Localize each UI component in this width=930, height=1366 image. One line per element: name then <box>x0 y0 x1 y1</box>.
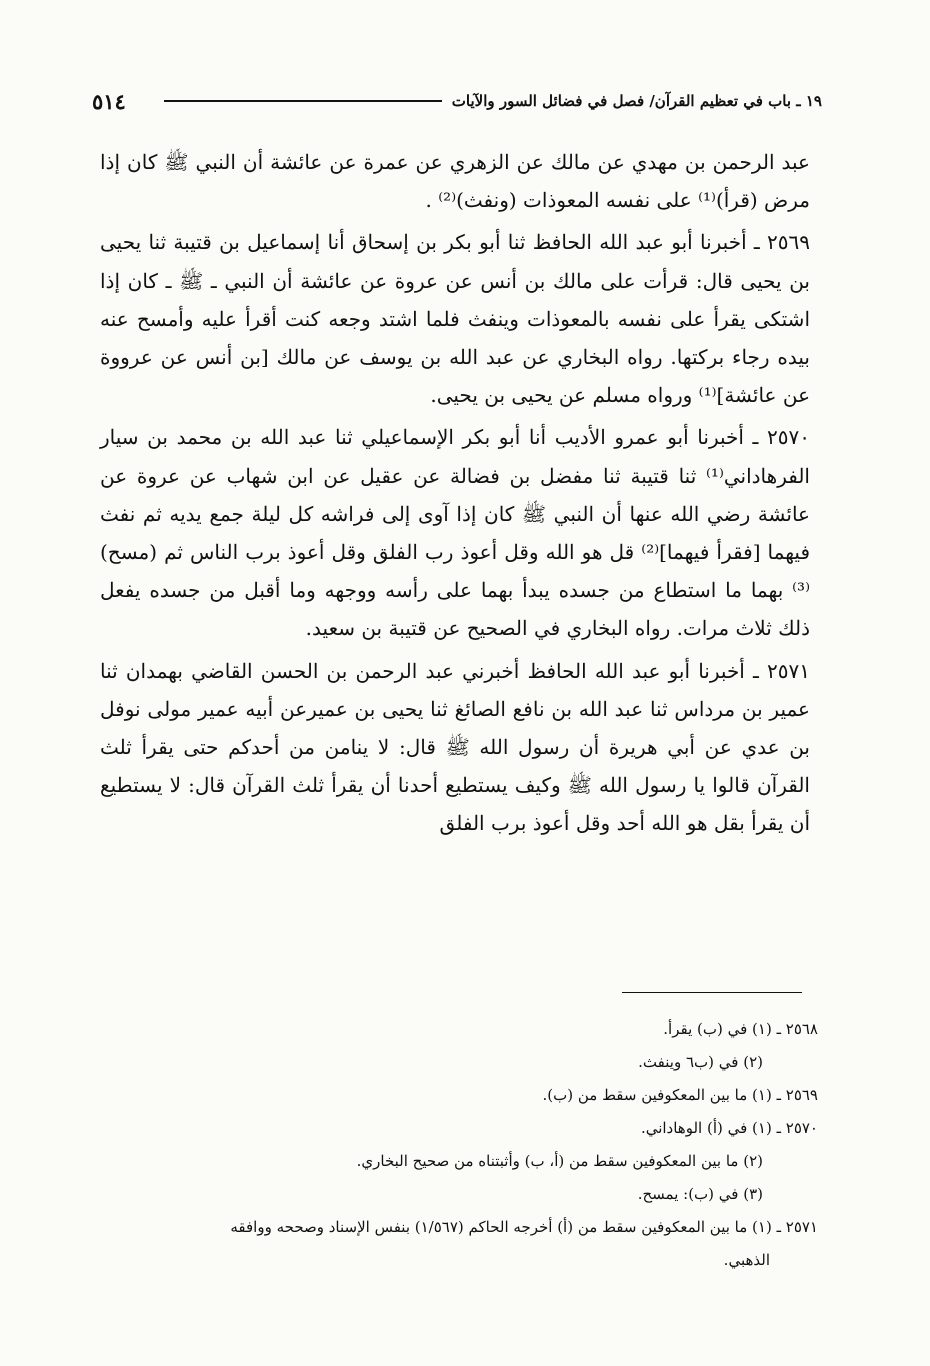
footnote: ٢٥٧٠ ـ (١) في (أ) الوهاداني. <box>640 1119 818 1137</box>
paragraph-continuation: عبد الرحمن بن مهدي عن مالك عن الزهري عن عمرة عن عائشة أن النبي ﷺ كان إذا مرض (قرأ)⁽¹⁾ على نفسه المعوذات (ونفث)⁽²⁾ . <box>100 150 810 213</box>
footnote: (٢) في (ب٦ وينفث. <box>638 1053 763 1071</box>
page-number: ٥١٤ <box>92 88 126 114</box>
footnote: ٢٥٦٩ ـ (١) ما بين المعكوفين سقط من (ب). <box>542 1086 818 1104</box>
footnotes <box>100 1013 818 1277</box>
footnote: الذهبي. <box>723 1251 770 1269</box>
footnote: (٢) ما بين المعكوفين سقط من (أ، ب) وأثبتناه من صحيح البخاري. <box>356 1152 763 1170</box>
footnote: ٢٥٧١ ـ (١) ما بين المعكوفين سقط من (أ) أخرجه الحاكم (١/٥٦٧) بنفس الإسناد وصححه ووافقه <box>230 1218 818 1236</box>
footnote-separator <box>622 992 802 993</box>
header-rule <box>164 100 442 102</box>
running-title: ١٩ ـ باب في تعظيم القرآن/ فصل في فضائل السور والآيات <box>451 92 822 110</box>
main-text <box>100 143 810 843</box>
running-header <box>92 84 822 118</box>
footnote: ٢٥٦٨ ـ (١) في (ب) يقرأ. <box>663 1020 818 1038</box>
paragraph-2571: ٢٥٧١ ـ أخبرنا أبو عبد الله الحافظ أخبرني عبد الرحمن بن الحسن القاضي بهمدان ثنا عمير بن مرداس ثنا عبد الله بن نافع الصائغ ثنا يحيى بن عميرعن أبيه عمير مولى نوفل بن عدي عن أبي هريرة أن رسول الله ﷺ قال: لا ينامن من أحدكم حتى يقرأ ثلث القرآن قالوا يا رسول الله ﷺ وكيف يستطيع أحدنا أن يقرأ ثلث القرآن قال: لا يستطيع أن يقرأ بقل هو الله أحد وقل أعوذ برب الفلق <box>100 658 810 836</box>
footnote: (٣) في (ب): يمسح. <box>637 1185 763 1203</box>
paragraph-2570: ٢٥٧٠ ـ أخبرنا أبو عمرو الأديب أنا أبو بكر الإسماعيلي ثنا عبد الله بن محمد بن سيار الفرهاداني⁽¹⁾ ثنا قتيبة ثنا مفضل بن فضالة عن عقيل عن ابن شهاب عن عروة عن عائشة رضي الله عنها أن النبي ﷺ كان إذا آوى إلى فراشه كل ليلة جمع يديه ثم نفث فيهما [فقرأ فيهما]⁽²⁾ قل هو الله وقل أعوذ رب الفلق وقل أعوذ برب الناس ثم (مسح)⁽³⁾ بهما ما استطاع من جسده يبدأ بهما على رأسه ووجهه وما أقبل من جسده يفعل ذلك ثلاث مرات. رواه البخاري في الصحيح عن قتيبة بن سعيد. <box>100 425 811 641</box>
paragraph-2569: ٢٥٦٩ ـ أخبرنا أبو عبد الله الحافظ ثنا أبو بكر بن إسحاق أنا إسماعيل بن قتيبة ثنا يحيى بن يحيى قال: قرأت على مالك بن أنس عن عروة عن عائشة أن النبي ـ ﷺ ـ كان إذا اشتكى يقرأ على نفسه بالمعوذات وينفث فلما اشتد وجعه كنت أقرأ عليه وأمسح عنه بيده رجاء بركتها. رواه البخاري عن عبد الله بن يوسف عن مالك [بن أنس عن عرووة عن عائشة]⁽¹⁾ ورواه مسلم عن يحيى بن يحيى. <box>100 230 811 408</box>
